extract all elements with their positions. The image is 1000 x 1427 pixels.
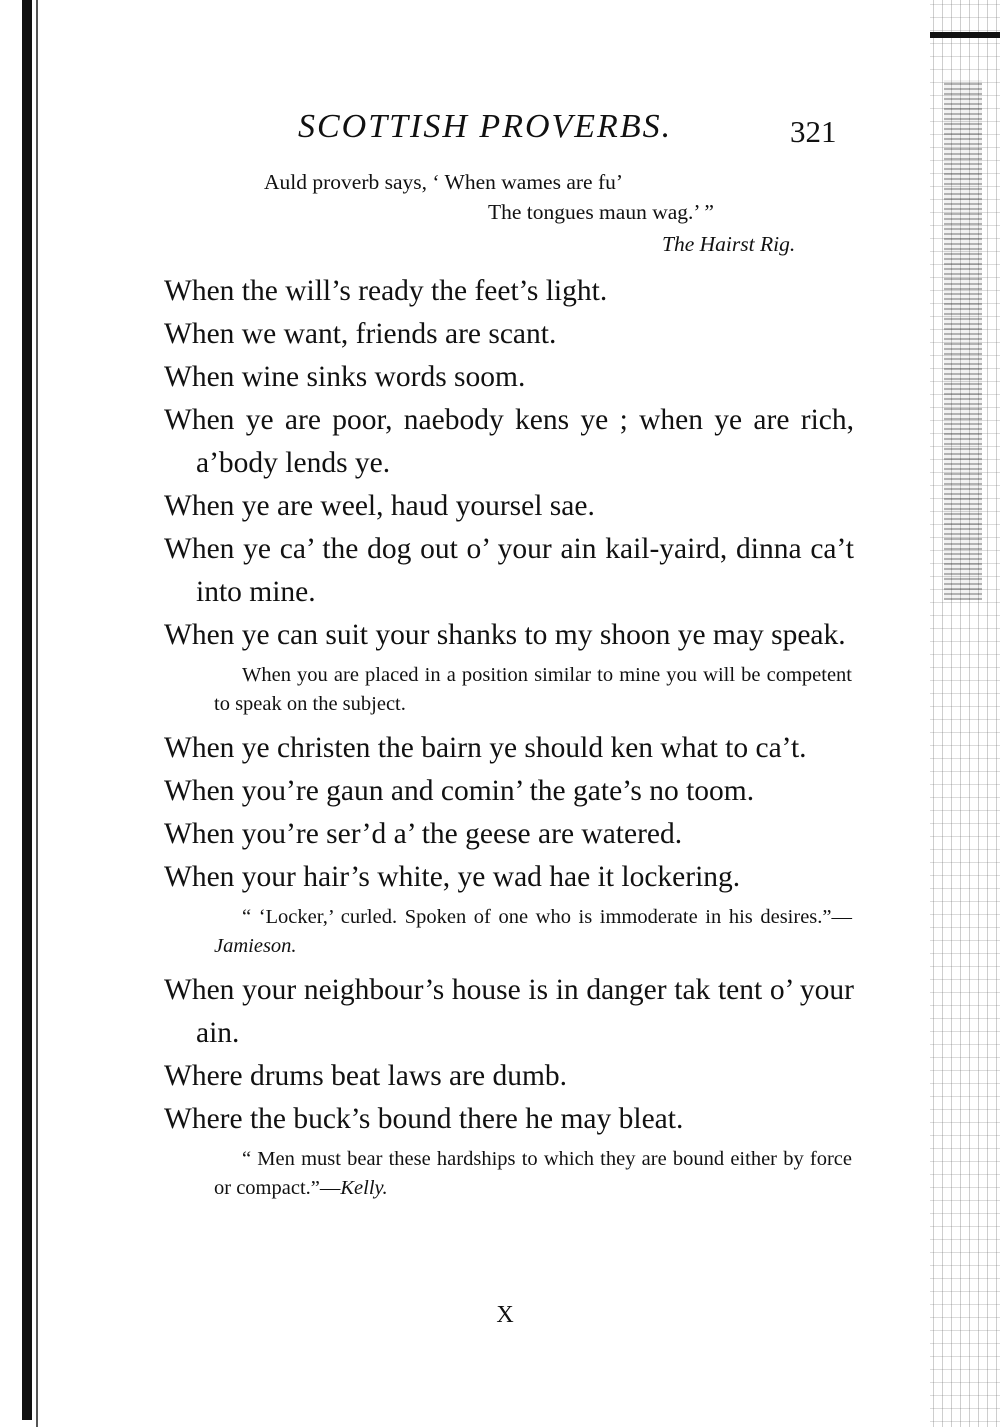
proverb-entry: When ye are poor, naebody kens ye ; when ye are rich, a’body lends ye.	[164, 404, 854, 479]
page-number: 321	[790, 114, 837, 149]
proverb-entry: When ye ca’ the dog out o’ your ain kail-yaird, dinna ca’t into mine.	[164, 533, 854, 608]
proverb-entry: When your neighbour’s house is in danger tak tent o’ your ain.	[164, 974, 854, 1049]
proverb-entry: When we want, friends are scant.	[164, 318, 557, 350]
book-spine-shadow	[22, 0, 32, 1420]
proverb-list	[164, 270, 854, 1211]
proverb-note: When you are placed in a position similar to mine you will be competent to speak on the subject.	[214, 664, 852, 715]
proverb-entry: When ye are weel, haud yoursel sae.	[164, 490, 595, 522]
proverb-entry: When ye christen the bairn ye should ken what to ca’t.	[164, 732, 807, 764]
proverb-entry: Where the buck’s bound there he may bleat.	[164, 1103, 684, 1135]
book-spine-line	[36, 0, 38, 1427]
note-source: Kelly.	[340, 1177, 388, 1199]
proverb-entry: Where drums beat laws are dumb.	[164, 1060, 568, 1092]
epigraph-source: The Hairst Rig.	[662, 232, 796, 256]
proverb-entry: When the will’s ready the feet’s light.	[164, 275, 608, 307]
note-text: “ ‘Locker,’ curled. Spoken of one who is immoderate in his desires.”—	[242, 906, 852, 928]
note-text: “ Men must bear these hardships to which they are bound either by force or compact.”—	[214, 1148, 852, 1199]
epigraph-line: The tongues maun wag.’ ”	[488, 200, 714, 224]
page-edge-shadow	[944, 80, 982, 600]
proverb-note	[214, 903, 852, 961]
proverb-note	[214, 1145, 852, 1203]
proverb-entry: When you’re gaun and comin’ the gate’s no toom.	[164, 775, 755, 807]
signature-mark: X	[496, 1302, 514, 1328]
running-head: SCOTTISH PROVERBS.	[298, 108, 673, 145]
proverb-entry: When wine sinks words soom.	[164, 361, 526, 393]
note-source: Jamieson.	[214, 935, 297, 957]
proverb-entry: When ye can suit your shanks to my shoon ye may speak.	[164, 619, 846, 651]
proverb-entry: When you’re ser’d a’ the geese are watered.	[164, 818, 683, 850]
epigraph-line: Auld proverb says, ‘ When wames are fu’	[264, 170, 624, 194]
page-header	[0, 108, 1000, 158]
corner-mark	[930, 32, 1000, 38]
proverb-entry: When your hair’s white, ye wad hae it lockering.	[164, 861, 741, 893]
